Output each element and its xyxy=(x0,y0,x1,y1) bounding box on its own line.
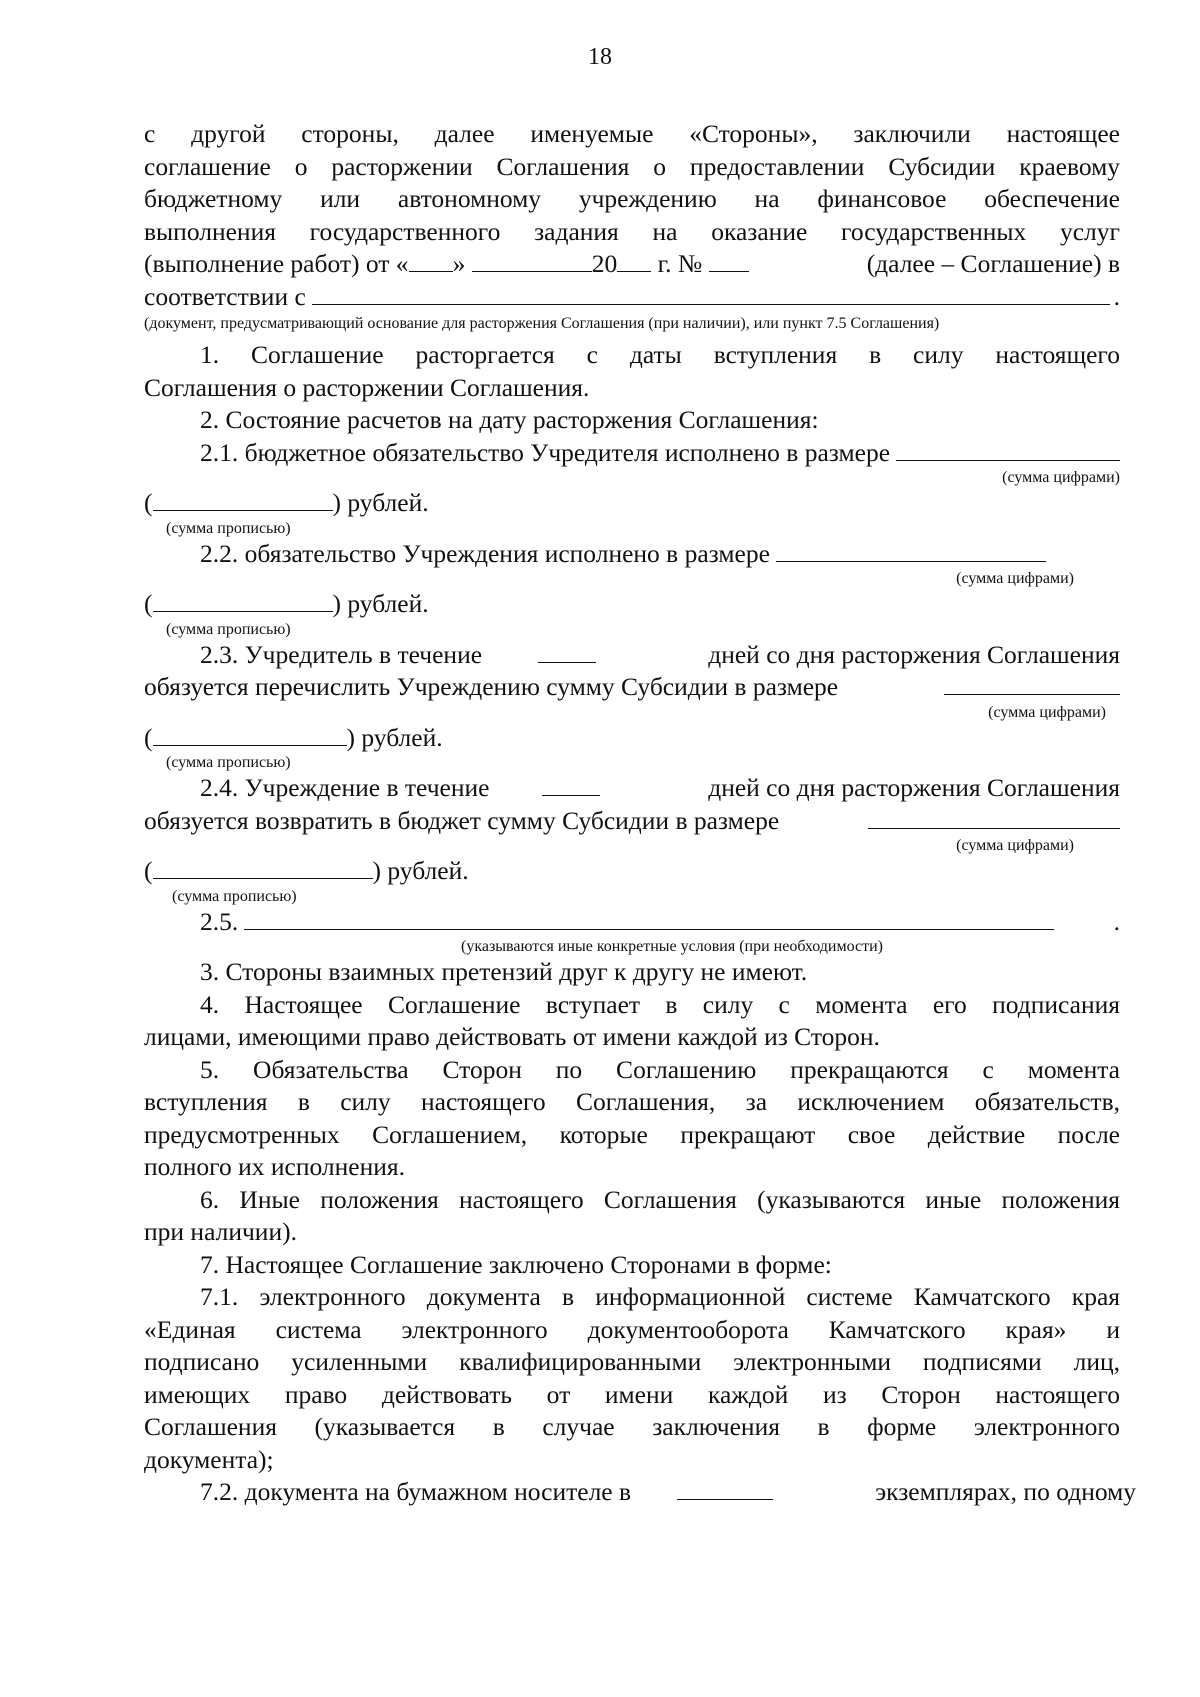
p24-line-2-text: обязуется возвратить в бюджет сумму Субсидии в размере xyxy=(144,805,780,835)
p22-words-caption: (сумма прописью) xyxy=(166,620,291,638)
accordance-text: соответствии с xyxy=(144,281,306,311)
p24-line-1-b: дней со дня расторжения Соглашения xyxy=(708,773,1120,802)
intro-quote-close: » xyxy=(452,249,466,278)
p23-line-2-text: обязуется перечислить Учреждению сумму Субсидии в размере xyxy=(144,672,839,701)
year-prefix: 20 xyxy=(591,249,618,278)
p21-text: 2.1. бюджетное обязательство Учредителя исполнено в размере xyxy=(200,437,891,467)
p22-words-blank[interactable] xyxy=(153,589,333,612)
p23-line-1 xyxy=(144,639,1120,672)
p24-days-blank[interactable] xyxy=(542,773,600,796)
p3-text: 3. Стороны взаимных претензий друг к другу не имеют. xyxy=(200,957,808,986)
p5-line-2: вступления в силу настоящего Соглашения, за исключением обязательств, xyxy=(144,1087,1120,1116)
intro-period: . xyxy=(1113,281,1120,311)
p1-line-2: Соглашения о расторжении Соглашения. xyxy=(144,372,590,402)
number-label: г. № xyxy=(657,249,703,278)
p23-digits-caption: (сумма цифрами) xyxy=(988,703,1106,721)
p23-days-blank[interactable] xyxy=(538,640,596,663)
intro-line-6 xyxy=(144,281,1120,314)
p22-row xyxy=(144,538,1120,571)
p5-line-1: 5. Обязательства Сторон по Соглашению прекращаются с момента xyxy=(200,1054,1120,1084)
p24-line-1-a: 2.4. Учреждение в течение xyxy=(200,773,490,802)
document-body xyxy=(144,118,1136,1509)
p6-line-2: при наличии). xyxy=(144,1217,297,1246)
page-number: 18 xyxy=(588,44,612,70)
p22-digits-caption: (сумма цифрами) xyxy=(956,570,1074,587)
p22-rub: ) рублей. xyxy=(332,589,429,618)
p24-words-blank[interactable] xyxy=(153,856,373,879)
p24-digits-caption: (сумма цифрами) xyxy=(956,837,1074,854)
p24-rub: ) рублей. xyxy=(372,856,469,885)
p71-line-5: Соглашения (указывается в случае заключения в форме электронного xyxy=(144,1412,1120,1441)
p21-digits-blank[interactable] xyxy=(896,438,1120,461)
p2-text: 2. Состояние расчетов на дату расторжения Соглашения: xyxy=(200,405,819,434)
p23-paren-open: ( xyxy=(144,722,153,752)
intro-from-text: (выполнение работ) от « xyxy=(144,249,409,278)
p4-line-1: 4. Настоящее Соглашение вступает в силу с момента его подписания xyxy=(200,989,1120,1019)
p21-digits-caption: (сумма цифрами) xyxy=(1002,469,1120,486)
p1-line-1: 1. Соглашение расторгается с даты вступления в силу настоящего xyxy=(200,340,1120,369)
p23-line-1-a: 2.3. Учредитель в течение xyxy=(200,639,483,669)
p25-row xyxy=(144,906,1120,939)
p24-line-1 xyxy=(144,772,1120,805)
p72-copies-blank[interactable] xyxy=(677,1477,773,1500)
p21-paren-open: ( xyxy=(144,488,153,517)
intro-line-5 xyxy=(144,248,1120,281)
basis-caption: (документ, предусматривающий основание для расторжения Соглашения (при наличии), или пункт 7.5 Соглашения) xyxy=(144,315,940,332)
p71-line-6: документа); xyxy=(144,1444,274,1474)
p23-words-row xyxy=(144,722,1120,755)
p23-words-caption: (сумма прописью) xyxy=(166,754,291,771)
p6-line-1: 6. Иные положения настоящего Соглашения (указываются иные положения xyxy=(200,1184,1120,1214)
p25-conditions-blank[interactable] xyxy=(244,907,1053,930)
day-blank[interactable] xyxy=(409,249,453,272)
p21-words-blank[interactable] xyxy=(153,488,333,511)
intro-line-2: соглашение о расторжении Соглашения о предоставлении Субсидии краевому xyxy=(144,151,1120,181)
p24-digits-blank[interactable] xyxy=(868,806,1120,829)
p24-words-row xyxy=(144,855,1120,888)
p23-line-1-b: дней со дня расторжения Соглашения xyxy=(708,639,1120,669)
p23-line-2 xyxy=(144,671,1120,704)
p71-line-4: имеющих право действовать от имени каждой из Сторон настоящего xyxy=(144,1379,1120,1409)
p22-digits-blank[interactable] xyxy=(776,539,1046,562)
p71-line-3: подписано усиленными квалифицированными электронными подписями лиц, xyxy=(144,1347,1120,1376)
p23-rub: ) рублей. xyxy=(346,722,443,752)
intro-line-4: выполнения государственного задания на оказание государственных услуг xyxy=(144,216,1120,246)
p23-digits-blank[interactable] xyxy=(944,672,1120,695)
p7-text: 7. Настоящее Соглашение заключено Сторонами в форме: xyxy=(200,1249,832,1279)
p21-words-row xyxy=(144,487,1120,520)
p23-words-blank[interactable] xyxy=(153,723,347,746)
p5-line-4: полного их исполнения. xyxy=(144,1152,406,1181)
p22-paren-open: ( xyxy=(144,589,153,618)
p21-row xyxy=(144,437,1120,470)
p72-line xyxy=(144,1476,1136,1509)
p25-period: . xyxy=(1113,906,1120,936)
intro-further-text: (далее – Соглашение) в xyxy=(866,249,1120,278)
p21-words-caption: (сумма прописью) xyxy=(166,519,291,537)
p22-words-row xyxy=(144,588,1120,621)
p24-paren-open: ( xyxy=(144,856,153,885)
p4-line-2: лицами, имеющими право действовать от имени каждой из Сторон. xyxy=(144,1022,880,1051)
p25-label: 2.5. xyxy=(200,906,239,936)
year-blank[interactable] xyxy=(617,249,651,272)
p25-caption: (указываются иные конкретные условия (при необходимости) xyxy=(461,938,883,955)
intro-line-1: с другой стороны, далее именуемые «Стороны», заключили настоящее xyxy=(144,119,1120,148)
p22-text: 2.2. обязательство Учреждения исполнено в размере xyxy=(200,538,770,568)
number-blank[interactable] xyxy=(709,249,749,272)
basis-document-blank[interactable] xyxy=(312,282,1110,305)
p72-a: 7.2. документа на бумажном носителе в xyxy=(200,1477,632,1506)
intro-line-3: бюджетному или автономному учреждению на финансовое обеспечение xyxy=(144,184,1120,213)
p5-line-3: предусмотренных Соглашением, которые прекращают свое действие после xyxy=(144,1119,1120,1149)
month-blank[interactable] xyxy=(472,249,592,272)
p21-rub: ) рублей. xyxy=(332,488,429,517)
p24-line-2 xyxy=(144,805,1120,838)
p71-line-2: «Единая система электронного документооборота Камчатского края» и xyxy=(144,1314,1120,1344)
p72-b: экземплярах, по одному xyxy=(875,1477,1136,1506)
p24-words-caption: (сумма прописью) xyxy=(172,887,297,905)
p71-line-1: 7.1. электронного документа в информационной системе Камчатского края xyxy=(200,1282,1120,1311)
